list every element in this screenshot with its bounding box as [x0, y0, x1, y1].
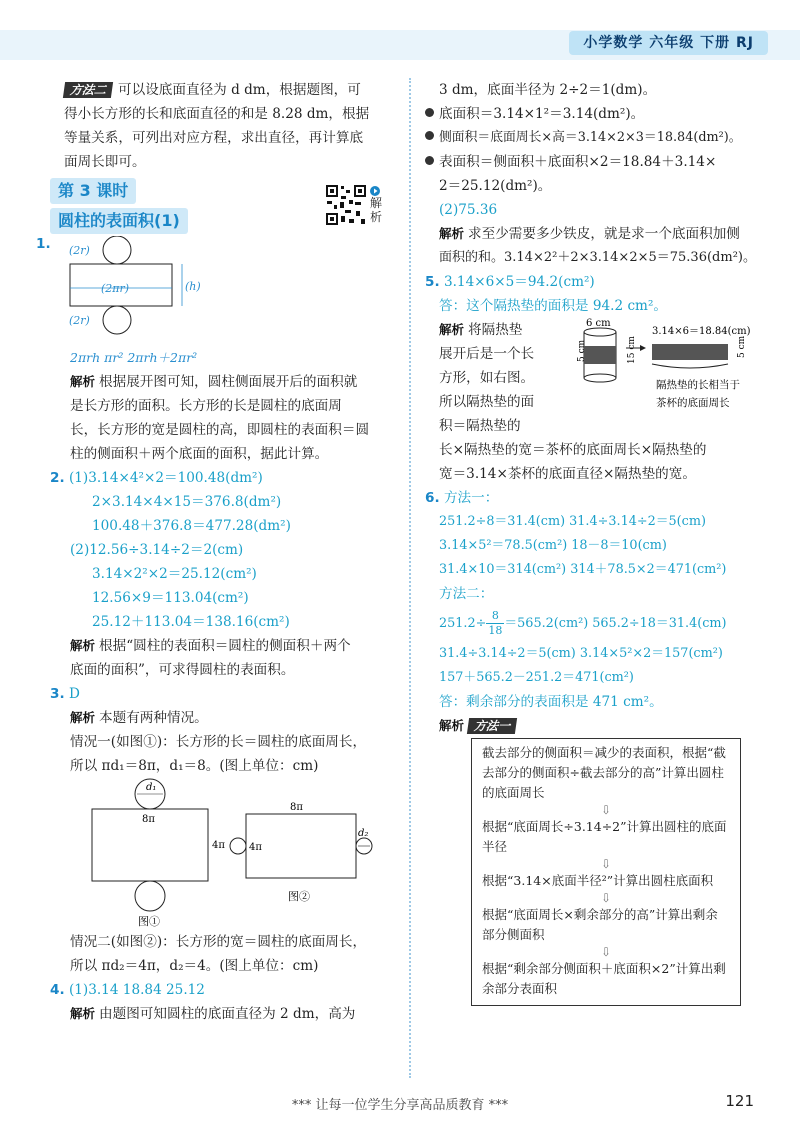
down-arrow-icon: ⇩: [600, 945, 612, 959]
q5-cup-figure: [560, 318, 760, 436]
fig2-side-label: 4π: [249, 842, 262, 853]
answer-line: 251.2÷8＝31.4(cm) 31.4÷3.14÷2＝5(cm): [439, 514, 706, 529]
fig1-diameter-label: d₁: [146, 782, 157, 793]
q1-number: 1.: [36, 236, 51, 252]
text: 柱的侧面积＋两个底面的面积，据此计算。: [70, 446, 329, 462]
answer-line: 方法二：: [439, 586, 494, 602]
text: 面积的和。3.14×2²＋2×3.14×2×5＝75.36(dm²)。: [439, 250, 756, 265]
flow-step: 截去部分的侧面积＝减少的表面积，根据“截去部分的侧面积÷截去部分的高”计算出圆柱的底面周长: [482, 745, 726, 800]
text: 底面的面积”，可求得圆柱的表面积。: [70, 662, 295, 678]
answer-line: 方法一：: [443, 490, 499, 506]
fraction: [486, 609, 504, 638]
play-icon[interactable]: [370, 186, 380, 196]
text: 3 dm，底面半径为 2÷2＝1(dm)。: [439, 82, 657, 98]
answer-line: D: [68, 686, 80, 702]
q1-net-figure: [65, 236, 225, 346]
header-badge: 小学数学 六年级 下册 RJ: [569, 31, 768, 55]
answer-line: 3.14×6×5＝94.2(cm²): [443, 274, 595, 290]
bullet-icon: [425, 156, 434, 165]
fig5-note-2: 茶杯的底面周长: [656, 397, 730, 409]
figure-1: [90, 778, 230, 928]
answer-line: (1)3.14×4²×2＝100.48(dm²): [68, 470, 263, 486]
right-column: [425, 78, 763, 1006]
text: 情况一(如图①)：长方形的长＝圆柱的底面周长，: [70, 734, 367, 750]
answer-line: 25.12＋113.04＝138.16(cm²): [92, 614, 290, 630]
fraction-numerator: 8: [486, 609, 504, 624]
figure-2: [228, 800, 388, 930]
answer-line: 3.14×2²×2＝25.12(cm²): [92, 566, 257, 582]
answer-line: (2)75.36: [439, 202, 498, 218]
qr-label: 解析: [370, 196, 383, 224]
flowchart: [471, 738, 741, 1006]
down-arrow-icon: ⇩: [600, 803, 612, 817]
flow-step: 根据“底面周长÷3.14÷2”计算出圆柱的底面半径: [482, 819, 727, 854]
bullet-icon: [425, 108, 434, 117]
lesson-title: 第 3 课时: [50, 178, 136, 204]
analysis-tag: 解析: [70, 710, 96, 725]
fig5-width-label: 5 cm: [737, 335, 747, 358]
qr-code-icon[interactable]: [325, 184, 367, 226]
fig2-diameter-label: d₂: [358, 828, 369, 839]
fig1-side-label: 4π: [212, 840, 225, 851]
answer-line: (1)3.14 18.84 25.12: [68, 982, 205, 998]
fig5-calc-label: 3.14×6＝18.84(cm): [652, 326, 751, 337]
text: 积＝隔热垫的: [439, 418, 521, 434]
fig2-top-label: 8π: [290, 802, 303, 813]
text: 方形，如右图。: [439, 370, 535, 386]
answer-line: 答：剩余部分的表面积是 471 cm²。: [439, 694, 663, 710]
analysis-tag: 解析: [70, 1006, 96, 1021]
method-one-tag: 方法一: [467, 718, 517, 734]
q1-fig-mid-label: (2πr): [101, 282, 130, 295]
answer-line: 31.4×10＝314(cm²) 314＋78.5×2＝471(cm²): [439, 562, 727, 577]
answer-line: 2×3.14×4×15＝376.8(dm²): [92, 494, 282, 510]
text: 长，长方形的宽是圆柱的高，即圆柱的表面积＝圆: [70, 422, 370, 438]
answer-line: 31.4÷3.14÷2＝5(cm) 3.14×5²×2＝157(cm²): [439, 646, 723, 661]
q2-number: 2.: [50, 470, 65, 486]
text: 由题图可知圆柱的底面直径为 2 dm，高为: [99, 1006, 356, 1022]
text: ＝565.2(cm²) 565.2÷18＝31.4(cm): [504, 616, 727, 631]
text: 251.2÷: [439, 616, 487, 631]
text: 将隔热垫: [468, 322, 523, 338]
text: 所以 πd₁＝8π，d₁＝8。(图上单位：cm): [70, 758, 319, 774]
flow-step: 根据“3.14×底面半径²”计算出圆柱底面积: [482, 873, 714, 888]
answer-line: 100.48＋376.8＝477.28(dm²): [92, 518, 291, 534]
q1-fig-top-label: (2r): [69, 244, 90, 257]
text: 2＝25.12(dm²)。: [439, 178, 552, 194]
text: 可以设底面直径为 d dm，根据题图，可: [118, 82, 361, 98]
fig1-top-label: 8π: [142, 814, 155, 825]
answer-line-fraction: [425, 606, 763, 642]
fig5-band-label: 5 cm: [577, 339, 587, 362]
text: 是长方形的面积。长方形的长是圆柱的底面周: [70, 398, 342, 414]
text: 本题有两种情况。: [99, 710, 208, 726]
text: 根据“圆柱的表面积＝圆柱的侧面积＋两个: [99, 638, 351, 654]
analysis-tag: 解析: [70, 638, 96, 653]
text: 侧面积＝底面周长×高＝3.14×2×3＝18.84(dm²)。: [439, 130, 742, 145]
column-divider: [409, 78, 411, 1078]
text: 展开后是一个长: [439, 346, 535, 362]
analysis-tag: 解析: [439, 322, 465, 337]
q3-number: 3.: [50, 686, 65, 702]
footer-slogan: *** 让每一位学生分享高品质教育 ***: [291, 1098, 509, 1113]
fig2-caption: 图②: [288, 890, 310, 903]
q4-number: 4.: [50, 982, 65, 998]
text: 根据展开图可知，圆柱侧面展开后的面积就: [99, 374, 358, 390]
text: 面周长即可。: [64, 154, 146, 170]
text: 求至少需要多少铁皮，就是求一个底面积加侧: [468, 226, 740, 242]
analysis-tag: 解析: [70, 374, 96, 389]
answer-line: (2)12.56÷3.14÷2＝2(cm): [70, 542, 244, 558]
text: 等量关系，可列出对应方程，求出直径，再计算底: [64, 130, 364, 146]
fig1-caption: 图①: [138, 915, 160, 928]
fig5-note-1: 隔热垫的长相当于: [656, 379, 740, 391]
text: 得小长方形的长和底面直径的和是 8.28 dm，根据: [64, 106, 370, 122]
flow-step: 根据“剩余部分侧面积＋底面积×2”计算出剩余部分表面积: [482, 961, 726, 996]
text: 情况二(如图②)：长方形的宽＝圆柱的底面周长，: [70, 934, 367, 950]
answer-line: 答：这个隔热垫的面积是 94.2 cm²。: [439, 298, 667, 314]
answer-line: 157＋565.2－251.2＝471(cm²): [439, 670, 634, 685]
fraction-denominator: 18: [488, 624, 503, 637]
text: 表面积＝侧面积＋底面积×2＝18.84＋3.14×: [439, 154, 717, 170]
down-arrow-icon: ⇩: [600, 891, 612, 905]
text: 长×隔热垫的宽＝茶杯的底面周长×隔热垫的: [439, 442, 707, 458]
fig5-diameter-label: 6 cm: [586, 318, 611, 329]
q5-number: 5.: [425, 274, 440, 290]
q6-number: 6.: [425, 490, 440, 506]
left-column: [36, 78, 395, 1026]
answer-line: 12.56×9＝113.04(cm²): [92, 590, 249, 606]
fig5-height-label: 15 cm: [627, 336, 637, 364]
q1-fig-bot-label: (2r): [69, 314, 90, 327]
q1-fig-h-label: (h): [185, 280, 201, 293]
text: 底面积＝3.14×1²＝3.14(dm²)。: [439, 106, 645, 122]
down-arrow-icon: ⇩: [600, 857, 612, 871]
method-two-tag: 方法二: [63, 82, 113, 98]
text: 宽＝3.14×茶杯的底面直径×隔热垫的宽。: [439, 466, 696, 482]
q1-answer: 2πrh πr² 2πrh＋2πr²: [70, 350, 198, 365]
analysis-tag: 解析: [439, 226, 465, 241]
bullet-icon: [425, 131, 434, 140]
page-number: 121: [725, 1092, 754, 1110]
lesson-subtitle: 圆柱的表面积(1): [50, 208, 188, 234]
analysis-tag: 解析: [439, 718, 465, 733]
text: 所以 πd₂＝4π，d₂＝4。(图上单位：cm): [70, 958, 319, 974]
text: 所以隔热垫的面: [439, 394, 535, 410]
answer-line: 3.14×5²＝78.5(cm²) 18－8＝10(cm): [439, 538, 667, 553]
flow-step: 根据“底面周长×剩余部分的高”计算出剩余部分侧面积: [482, 907, 718, 942]
